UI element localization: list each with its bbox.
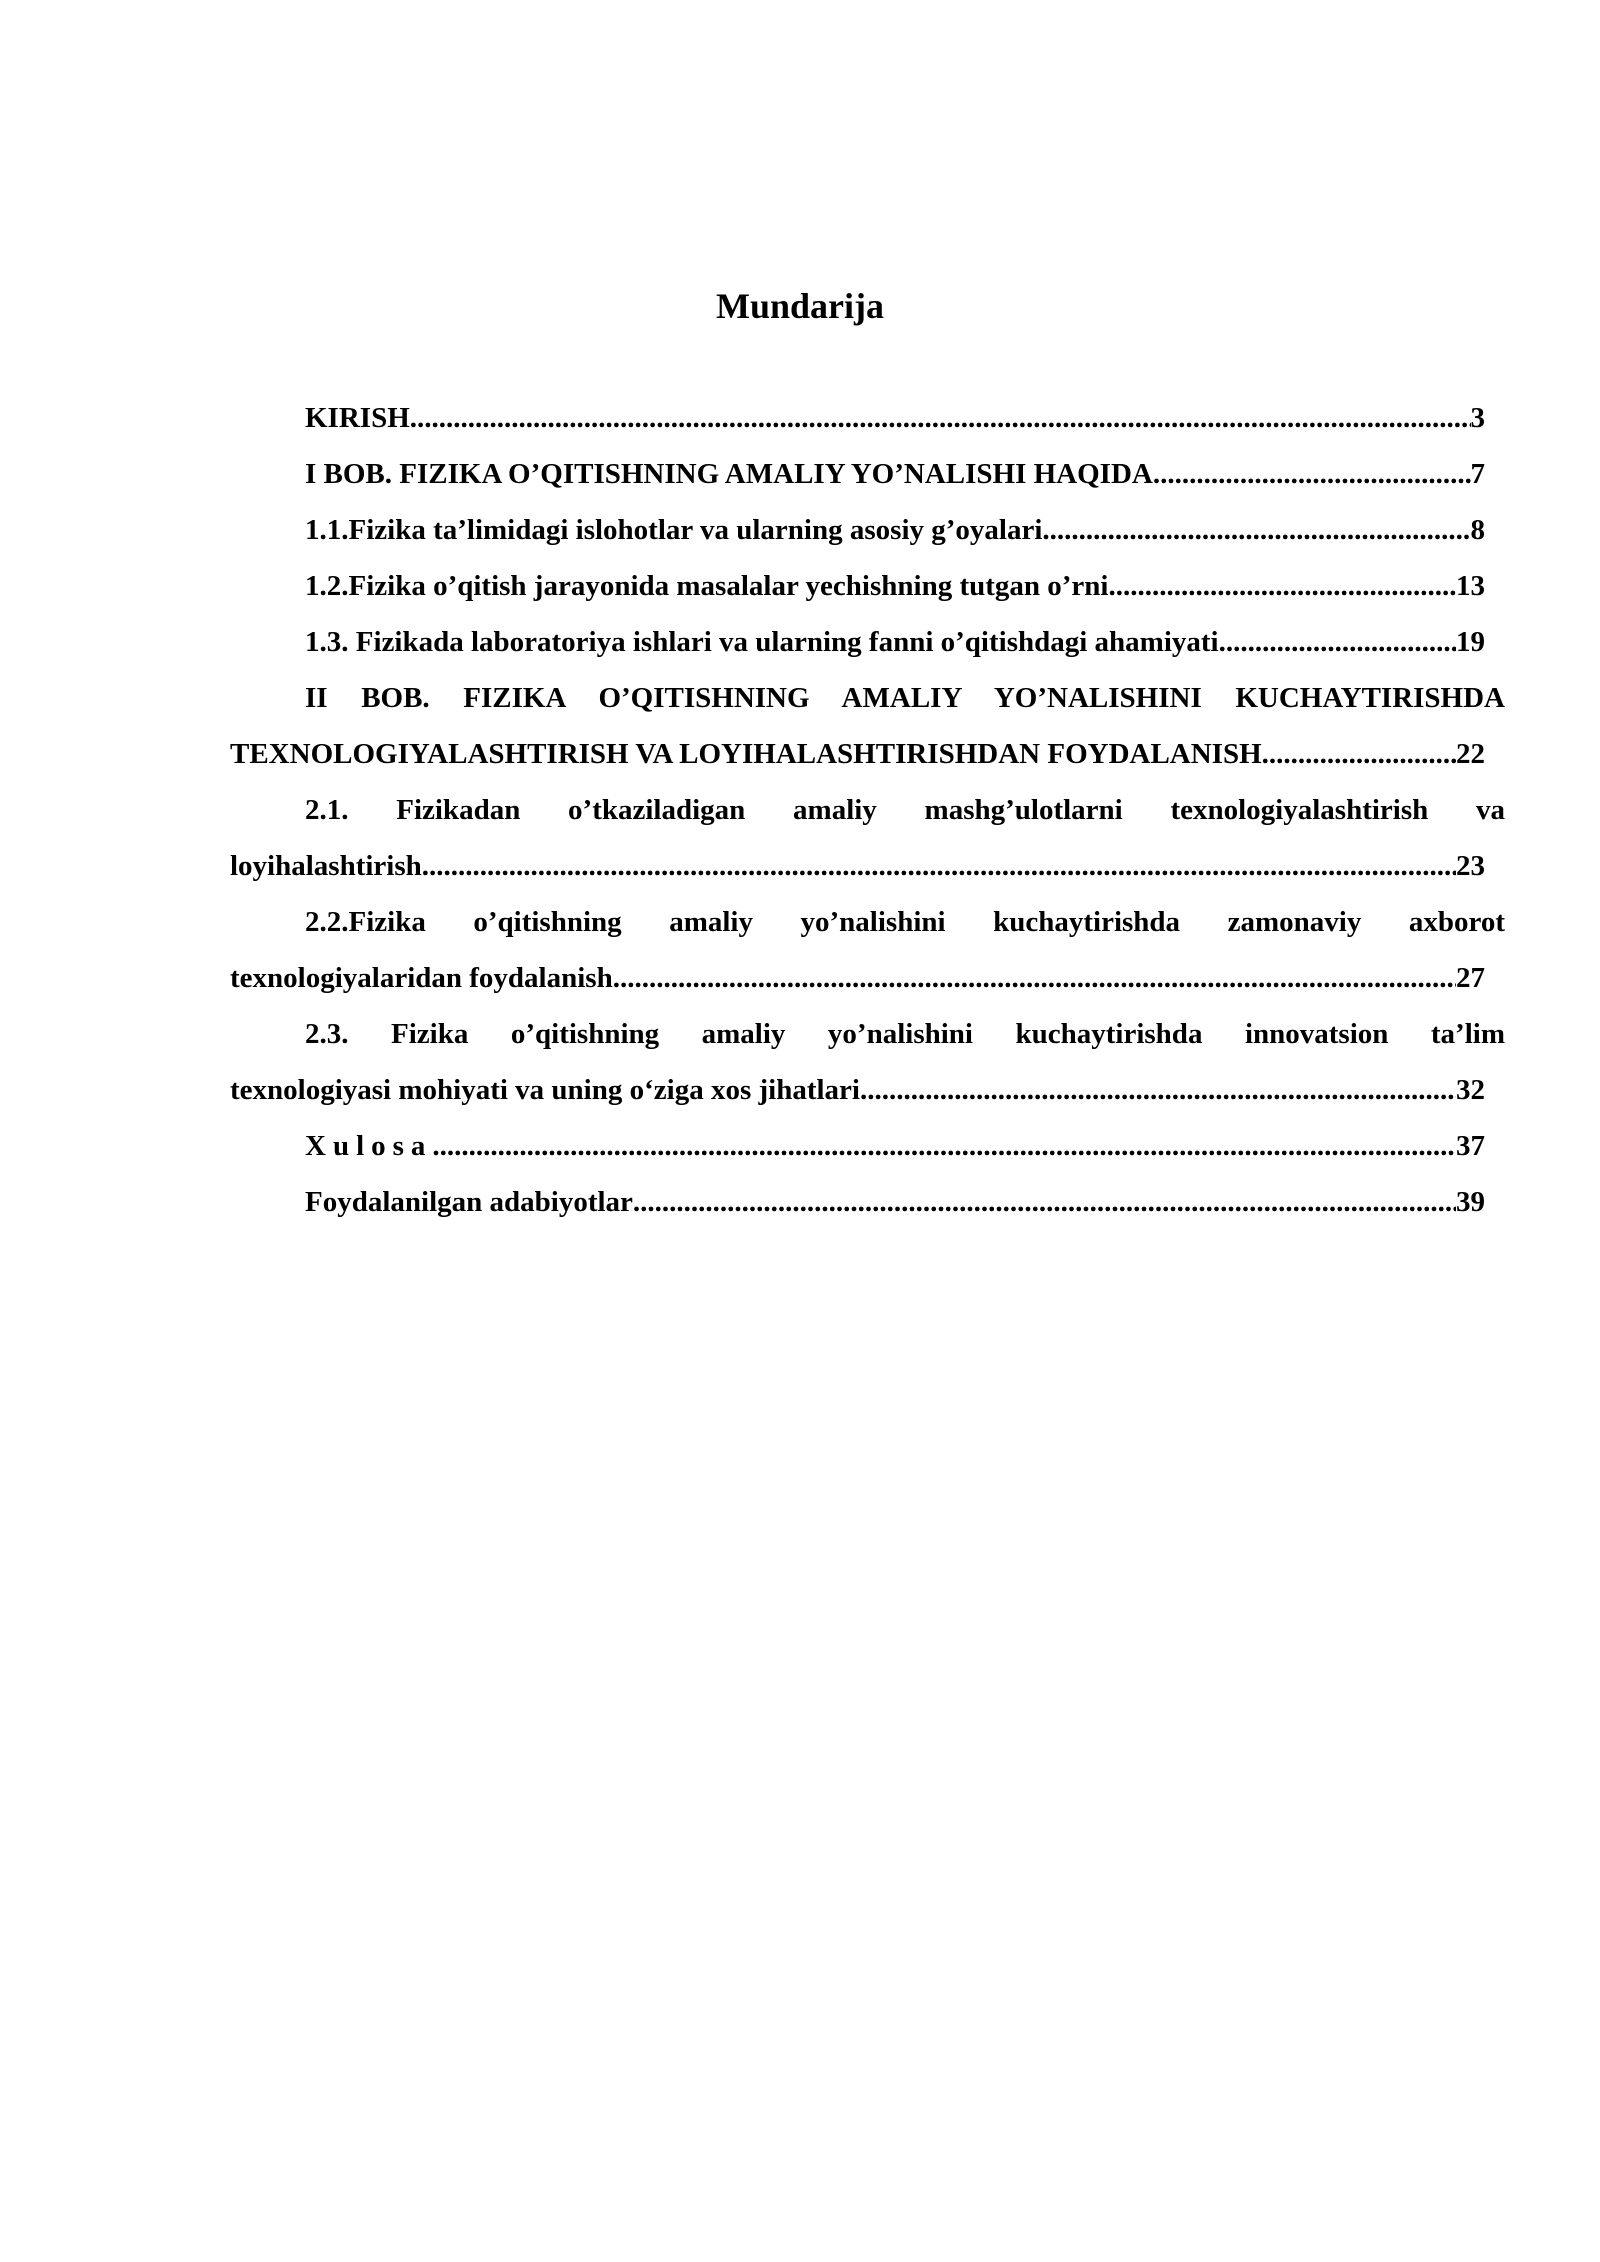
toc-entry-label: 1.3. Fizikada laboratoriya ishlari va ularning fanni o’qitishdagi ahamiyati [305,626,1219,658]
toc-leader-dots [1153,454,1471,494]
toc-leader-dots [432,1126,1456,1166]
toc-page-number: 19 [1456,626,1485,658]
toc-entry-section-2-1-line2[interactable] [230,846,1485,886]
toc-entry-chapter-1[interactable] [305,454,1485,494]
toc-entry-section-1-2[interactable] [305,566,1485,606]
toc-entry-section-1-3[interactable] [305,622,1485,662]
toc-entry-xulosa[interactable] [305,1126,1485,1166]
toc-page-number: 8 [1470,514,1485,546]
toc-leader-dots [860,1070,1456,1110]
toc-entry-label: 1.2.Fizika o’qitish jarayonida masalalar yechishning tutgan o’rni [305,570,1109,602]
toc-entry-label: 1.1.Fizika ta’limidagi islohotlar va ularning asosiy g’oyalari [305,514,1043,546]
toc-entry-section-2-2-line2[interactable] [230,958,1485,998]
toc-entry-label: texnologiyalaridan foydalanish [230,962,613,994]
toc-page-number: 23 [1456,850,1485,882]
toc-leader-dots [1262,734,1456,774]
toc-leader-dots [422,846,1456,886]
toc-entry-label: Foydalanilgan adabiyotlar [305,1186,633,1218]
toc-page-number: 22 [1456,738,1485,770]
toc-leader-dots [1042,510,1470,550]
toc-entry-section-2-1-line1[interactable]: 2.1. Fizikadan o’tkaziladigan amaliy mashg’ulotlarni texnologiyalashtirish va [305,794,1505,826]
toc-entry-label: texnologiyasi mohiyati va uning o‘ziga xos jihatlari [230,1074,860,1106]
toc-entry-label: TEXNOLOGIYALASHTIRISH VA LOYIHALASHTIRISHDAN FOYDALANISH [230,738,1262,770]
toc-entry-section-2-2-line1[interactable]: 2.2.Fizika o’qitishning amaliy yo’nalishini kuchaytirishda zamonaviy axborot [305,906,1505,938]
toc-page-number: 7 [1470,458,1485,490]
toc-leader-dots [1109,566,1457,606]
toc-entry-label: I BOB. FIZIKA O’QITISHNING AMALIY YO’NALISHI HAQIDA [305,458,1153,490]
toc-leader-dots [633,1182,1456,1222]
toc-leader-dots [1219,622,1456,662]
toc-entry-section-2-3-line2[interactable] [230,1070,1485,1110]
toc-page-number: 39 [1456,1186,1485,1218]
toc-entry-section-1-1[interactable] [305,510,1485,550]
toc-entry-section-2-3-line1[interactable]: 2.3. Fizika o’qitishning amaliy yo’nalishini kuchaytirishda innovatsion ta’lim [305,1018,1505,1050]
toc-page-number: 3 [1470,402,1485,434]
toc-entry-kirish[interactable] [305,398,1485,438]
toc-entry-label: KIRISH [305,402,410,434]
toc-entry-chapter-2-line2[interactable] [230,734,1485,774]
toc-entry-adabiyotlar[interactable] [305,1182,1485,1222]
toc-entry-chapter-2-line1[interactable]: II BOB. FIZIKA O’QITISHNING AMALIY YO’NALISHINI KUCHAYTIRISHDA [305,682,1505,714]
toc-page-number: 27 [1456,962,1485,994]
toc-entry-label: Xulosa [305,1130,433,1162]
toc-leader-dots [410,398,1471,438]
toc-page-number: 37 [1456,1130,1485,1162]
toc-leader-dots [613,958,1456,998]
toc-page-number: 32 [1456,1074,1485,1106]
page-title: Mundarija [715,286,884,326]
toc-page-number: 13 [1456,570,1485,602]
toc-entry-label: loyihalashtirish [230,850,422,882]
